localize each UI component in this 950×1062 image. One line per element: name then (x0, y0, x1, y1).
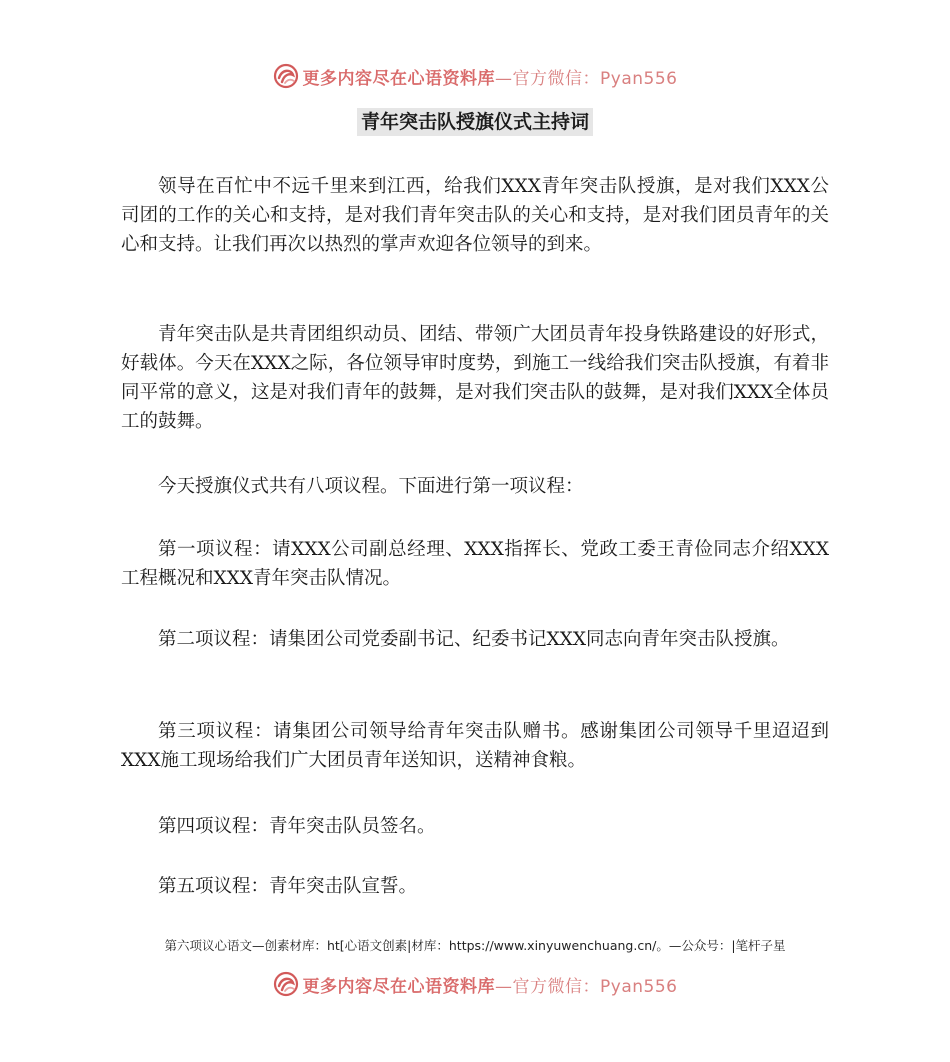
paragraph-6: 第三项议程：请集团公司领导给青年突击队赠书。感谢集团公司领导千里迢迢到XXX施工现场给我们广大团员青年送知识，送精神食粮。 (121, 721, 829, 771)
paragraph-5: 第二项议程：请集团公司党委副书记、纪委书记XXX同志向青年突击队授旗。 (158, 629, 790, 650)
banner-main-text: 更多内容尽在心语资料库 (302, 976, 496, 997)
footer-banner (0, 967, 950, 1001)
footer-source-note: 第六项议心语文—创素材库：ht[心语文创素|材库：https://www.xinyuwenchuang.cn/。—公众号：|笔杆子星 (164, 938, 786, 953)
banner-contact-text: —官方微信：Pyan556 (495, 68, 678, 89)
header-banner (0, 59, 950, 93)
paragraph-7: 第四项议程：青年突击队员签名。 (158, 816, 436, 837)
swirl-logo-icon (273, 63, 299, 89)
swirl-logo-icon (273, 971, 299, 997)
paragraph-8: 第五项议程：青年突击队宣誓。 (158, 876, 418, 897)
paragraph-1: 领导在百忙中不远千里来到江西，给我们XXX青年突击队授旗，是对我们XXX公司团的工作的关心和支持，是对我们青年突击队的关心和支持，是对我们团员青年的关心和支持。让我们再次以热烈的掌声欢迎各位领导的到来。 (121, 176, 829, 255)
page-title-text: 青年突击队授旗仪式主持词 (357, 108, 593, 136)
paragraph-4: 第一项议程：请XXX公司副总经理、XXX指挥长、党政工委王青俭同志介绍XXX工程概况和XXX青年突击队情况。 (121, 539, 829, 589)
page-title (0, 108, 950, 136)
paragraph-3: 今天授旗仪式共有八项议程。下面进行第一项议程： (158, 476, 584, 497)
banner-contact-text: —官方微信：Pyan556 (495, 976, 678, 997)
banner-main-text: 更多内容尽在心语资料库 (302, 68, 496, 89)
paragraph-2: 青年突击队是共青团组织动员、团结、带领广大团员青年投身铁路建设的好形式，好载体。今天在XXX之际，各位领导审时度势，到施工一线给我们突击队授旗，有着非同平常的意义，这是对我们青年的鼓舞，是对我们突击队的鼓舞，是对我们XXX全体员工的鼓舞。 (121, 324, 829, 432)
